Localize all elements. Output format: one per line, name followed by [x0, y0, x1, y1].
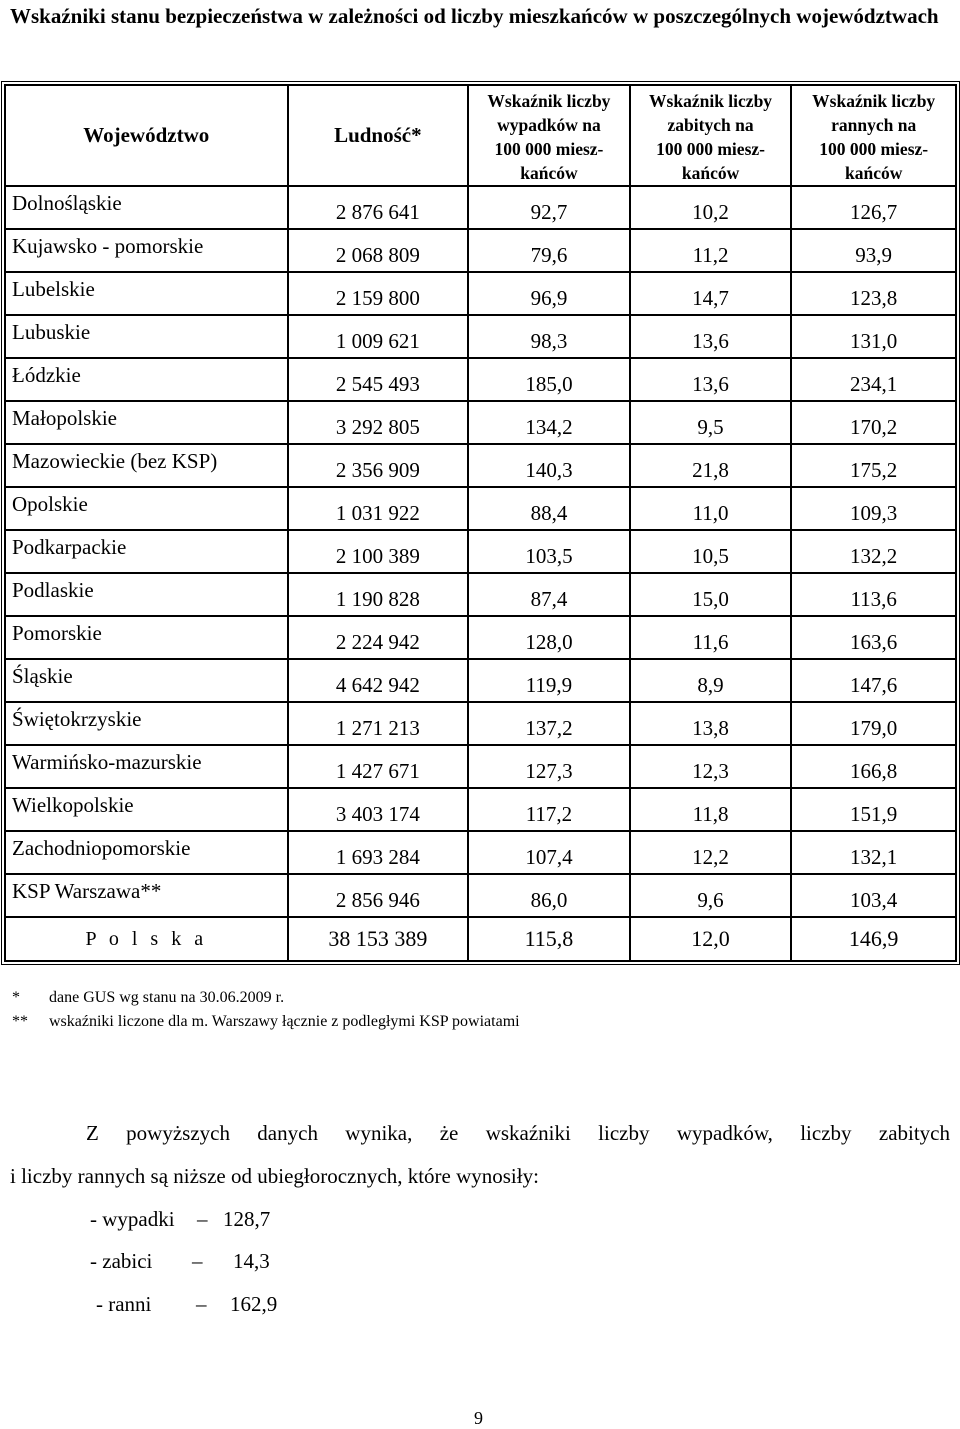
killed-cell: 9,5	[630, 401, 792, 444]
injured-cell: 126,7	[791, 186, 956, 229]
table-row	[5, 573, 956, 616]
population-cell: 1 031 922	[288, 487, 469, 530]
region-cell: Zachodniopomorskie	[5, 831, 288, 874]
table-row	[5, 874, 956, 917]
table-row	[5, 444, 956, 487]
accidents-cell: 117,2	[468, 788, 630, 831]
table-row	[5, 401, 956, 444]
region-cell: Podkarpackie	[5, 530, 288, 573]
killed-cell: 9,6	[630, 874, 792, 917]
region-cell: Mazowieckie (bez KSP)	[5, 444, 288, 487]
table-row	[5, 616, 956, 659]
table-row	[5, 659, 956, 702]
footnote-2	[12, 1012, 520, 1032]
previous-killed-dash: –	[192, 1249, 203, 1273]
table-row	[5, 702, 956, 745]
previous-injured-label: - ranni	[96, 1292, 152, 1316]
table-row	[5, 745, 956, 788]
total-population: 38 153 389	[288, 917, 469, 961]
total-accidents: 115,8	[468, 917, 630, 961]
injured-cell: 163,6	[791, 616, 956, 659]
population-cell: 2 068 809	[288, 229, 469, 272]
total-injured: 146,9	[791, 917, 956, 961]
previous-injured-dash: –	[196, 1292, 207, 1316]
killed-cell: 13,8	[630, 702, 792, 745]
region-cell: Lubuskie	[5, 315, 288, 358]
header-accidents: Wskaźnik liczby wypadków na 100 000 miesz- kańców	[468, 85, 630, 186]
injured-cell: 166,8	[791, 745, 956, 788]
paragraph-line-1: Z powyższych danych wynika, że wskaźniki liczby wypadków, liczby zabitych	[86, 1121, 950, 1145]
page-title: Wskaźniki stanu bezpieczeństwa w zależności od liczby mieszkańców w poszczególnych województwach	[10, 4, 939, 28]
population-cell: 3 403 174	[288, 788, 469, 831]
region-cell: KSP Warszawa**	[5, 874, 288, 917]
accidents-cell: 140,3	[468, 444, 630, 487]
table-row	[5, 530, 956, 573]
table-row	[5, 831, 956, 874]
accidents-cell: 79,6	[468, 229, 630, 272]
killed-cell: 11,0	[630, 487, 792, 530]
table-body	[5, 186, 956, 917]
population-cell: 1 693 284	[288, 831, 469, 874]
killed-cell: 8,9	[630, 659, 792, 702]
table-row	[5, 788, 956, 831]
injured-cell: 132,1	[791, 831, 956, 874]
page-number: 9	[474, 1408, 483, 1428]
injured-cell: 175,2	[791, 444, 956, 487]
accidents-cell: 134,2	[468, 401, 630, 444]
population-cell: 1 190 828	[288, 573, 469, 616]
table-row	[5, 315, 956, 358]
population-cell: 1 271 213	[288, 702, 469, 745]
injured-cell: 234,1	[791, 358, 956, 401]
killed-cell: 13,6	[630, 315, 792, 358]
killed-cell: 21,8	[630, 444, 792, 487]
accidents-cell: 119,9	[468, 659, 630, 702]
accidents-cell: 137,2	[468, 702, 630, 745]
accidents-cell: 98,3	[468, 315, 630, 358]
region-cell: Kujawsko - pomorskie	[5, 229, 288, 272]
accidents-cell: 92,7	[468, 186, 630, 229]
accidents-cell: 127,3	[468, 745, 630, 788]
killed-cell: 12,3	[630, 745, 792, 788]
region-cell: Opolskie	[5, 487, 288, 530]
previous-killed-label: - zabici	[90, 1249, 153, 1273]
previous-injured-value: 162,9	[230, 1292, 278, 1316]
previous-accidents-label: - wypadki	[90, 1207, 175, 1231]
footnote-mark: **	[12, 1013, 28, 1030]
injured-cell: 113,6	[791, 573, 956, 616]
population-cell: 2 876 641	[288, 186, 469, 229]
total-name: P o l s k a	[5, 917, 288, 961]
injured-cell: 132,2	[791, 530, 956, 573]
table-row	[5, 272, 956, 315]
population-cell: 4 642 942	[288, 659, 469, 702]
header-injured: Wskaźnik liczby rannych na 100 000 miesz- kańców	[791, 85, 956, 186]
accidents-cell: 185,0	[468, 358, 630, 401]
region-cell: Łódzkie	[5, 358, 288, 401]
population-cell: 1 009 621	[288, 315, 469, 358]
injured-cell: 147,6	[791, 659, 956, 702]
accidents-cell: 103,5	[468, 530, 630, 573]
footnote-text: dane GUS wg stanu na 30.06.2009 r.	[49, 989, 285, 1006]
region-cell: Lubelskie	[5, 272, 288, 315]
region-cell: Podlaskie	[5, 573, 288, 616]
paragraph-line-2: i liczby rannych są niższe od ubiegłorocznych, które wynosiły:	[10, 1164, 539, 1188]
population-cell: 2 224 942	[288, 616, 469, 659]
killed-cell: 11,6	[630, 616, 792, 659]
footnote-text: wskaźniki liczone dla m. Warszawy łącznie z podległymi KSP powiatami	[49, 1013, 520, 1030]
region-cell: Świętokrzyskie	[5, 702, 288, 745]
injured-cell: 179,0	[791, 702, 956, 745]
region-cell: Małopolskie	[5, 401, 288, 444]
population-cell: 2 545 493	[288, 358, 469, 401]
population-cell: 2 100 389	[288, 530, 469, 573]
killed-cell: 14,7	[630, 272, 792, 315]
accidents-cell: 128,0	[468, 616, 630, 659]
accidents-cell: 107,4	[468, 831, 630, 874]
header-population: Ludność*	[288, 85, 469, 186]
table-row	[5, 487, 956, 530]
previous-killed-value: 14,3	[233, 1249, 270, 1273]
table-total-row	[5, 917, 956, 961]
safety-indicators-table	[4, 84, 957, 962]
population-cell: 2 356 909	[288, 444, 469, 487]
region-cell: Wielkopolskie	[5, 788, 288, 831]
total-killed: 12,0	[630, 917, 792, 961]
population-cell: 2 856 946	[288, 874, 469, 917]
table-row	[5, 186, 956, 229]
killed-cell: 10,5	[630, 530, 792, 573]
previous-accidents-value: 128,7	[223, 1207, 271, 1231]
region-cell: Śląskie	[5, 659, 288, 702]
killed-cell: 15,0	[630, 573, 792, 616]
injured-cell: 93,9	[791, 229, 956, 272]
killed-cell: 13,6	[630, 358, 792, 401]
population-cell: 2 159 800	[288, 272, 469, 315]
footnote-mark: *	[12, 989, 20, 1006]
killed-cell: 11,8	[630, 788, 792, 831]
region-cell: Warmińsko-mazurskie	[5, 745, 288, 788]
region-cell: Dolnośląskie	[5, 186, 288, 229]
injured-cell: 109,3	[791, 487, 956, 530]
accidents-cell: 87,4	[468, 573, 630, 616]
table-row	[5, 358, 956, 401]
header-killed: Wskaźnik liczby zabitych na 100 000 miesz- kańców	[630, 85, 792, 186]
killed-cell: 12,2	[630, 831, 792, 874]
injured-cell: 131,0	[791, 315, 956, 358]
population-cell: 1 427 671	[288, 745, 469, 788]
killed-cell: 10,2	[630, 186, 792, 229]
injured-cell: 170,2	[791, 401, 956, 444]
injured-cell: 103,4	[791, 874, 956, 917]
footnote-1	[12, 988, 284, 1008]
injured-cell: 123,8	[791, 272, 956, 315]
injured-cell: 151,9	[791, 788, 956, 831]
killed-cell: 11,2	[630, 229, 792, 272]
table-row	[5, 229, 956, 272]
population-cell: 3 292 805	[288, 401, 469, 444]
accidents-cell: 86,0	[468, 874, 630, 917]
table-header-row	[5, 85, 956, 186]
accidents-cell: 88,4	[468, 487, 630, 530]
region-cell: Pomorskie	[5, 616, 288, 659]
previous-accidents-dash: –	[197, 1207, 208, 1231]
accidents-cell: 96,9	[468, 272, 630, 315]
header-region: Województwo	[5, 85, 288, 186]
